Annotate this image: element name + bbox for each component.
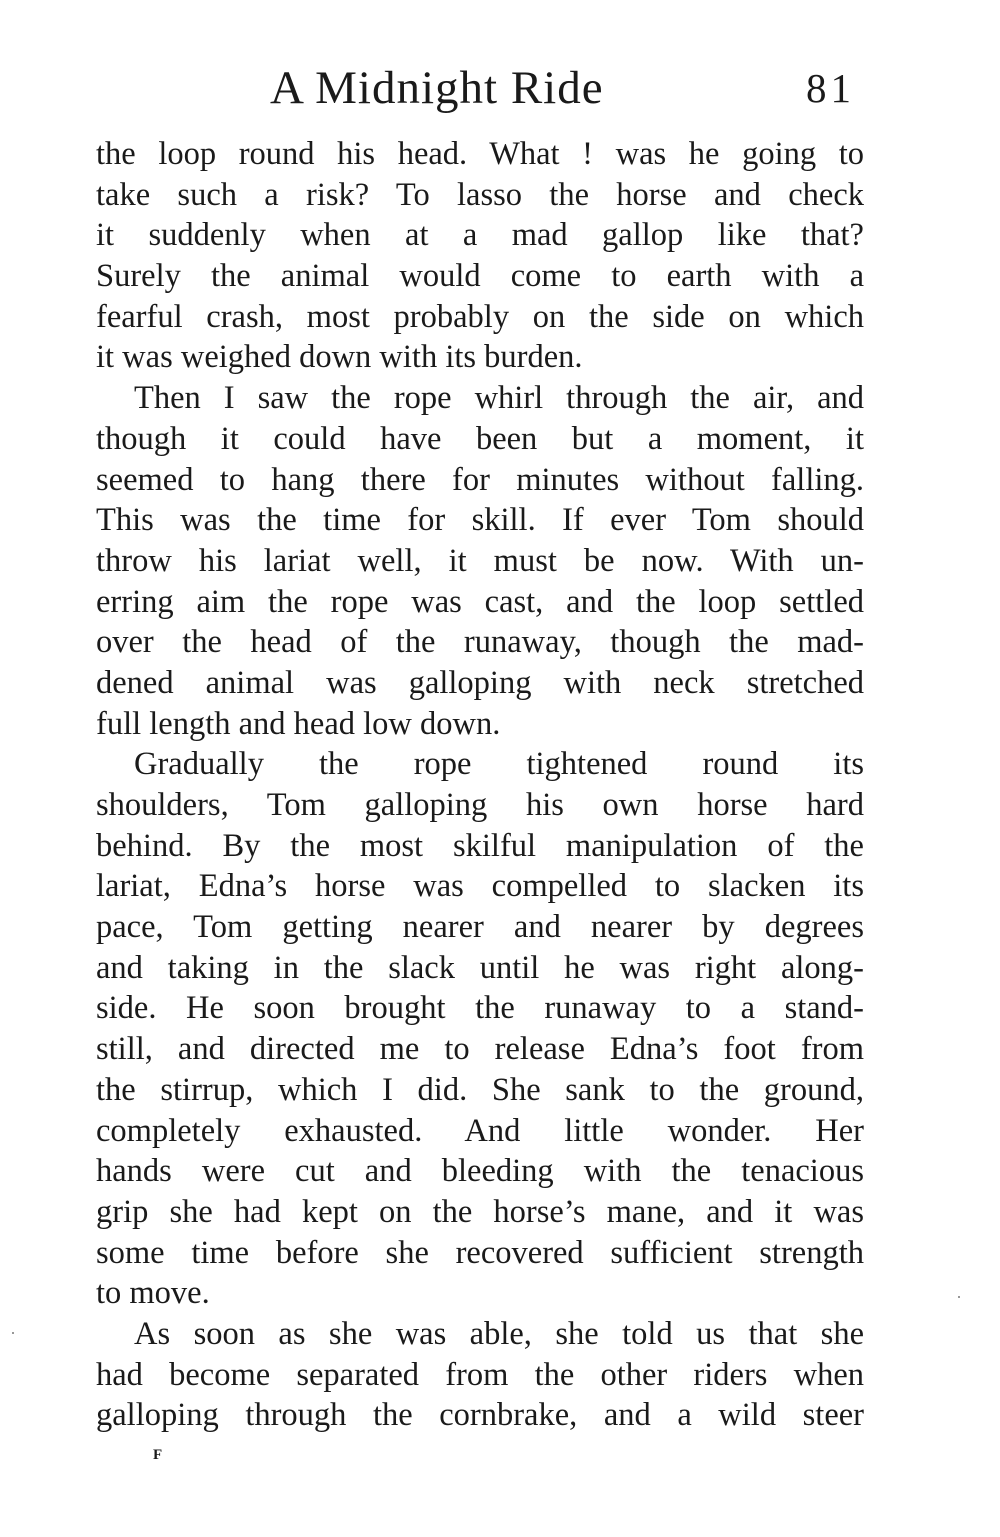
text-line: Then I saw the rope whirl through the air, and <box>134 380 864 417</box>
chapter-title: A Midnight Ride <box>270 62 604 114</box>
page-number: 81 <box>806 65 855 111</box>
text-line: This was the time for skill. If ever Tom should <box>96 502 864 539</box>
text-line: the stirrup, which I did. She sank to the ground, <box>96 1071 864 1108</box>
signature-mark: F <box>153 1447 163 1463</box>
text-line: and taking in the slack until he was right along- <box>96 949 864 986</box>
text-line: the loop round his head. What ! was he going to <box>96 136 864 172</box>
text-line: it was weighed down with its burden. <box>96 339 583 376</box>
running-head <box>0 58 1000 118</box>
text-line: shoulders, Tom galloping his own horse hard <box>96 787 864 823</box>
text-line: side. He soon brought the runaway to a stand- <box>96 990 864 1027</box>
text-line: grip she had kept on the horse’s mane, and it was <box>96 1193 864 1230</box>
text-line: As soon as she was able, she told us that she <box>134 1315 864 1352</box>
text-line: hands were cut and bleeding with the tenacious <box>96 1153 864 1190</box>
text-line: some time before she recovered sufficient strength <box>96 1234 864 1271</box>
text-line: fearful crash, most probably on the side on which <box>96 298 864 335</box>
text-line: take such a risk? To lasso the horse and check <box>96 176 864 213</box>
body-text <box>96 134 864 1436</box>
text-line: throw his lariat well, it must be now. With un- <box>96 542 864 579</box>
text-line: erring aim the rope was cast, and the loop settled <box>96 583 864 620</box>
text-line: still, and directed me to release Edna’s foot from <box>96 1031 864 1068</box>
text-line: full length and head low down. <box>96 705 501 742</box>
text-line: lariat, Edna’s horse was compelled to slacken its <box>96 868 864 905</box>
text-line: had become separated from the other riders when <box>96 1356 864 1393</box>
text-line: over the head of the runaway, though the mad- <box>96 624 864 661</box>
text-line: pace, Tom getting nearer and nearer by degrees <box>96 909 864 946</box>
text-line: Gradually the rope tightened round its <box>134 746 864 783</box>
text-line: dened animal was galloping with neck stretched <box>96 664 864 701</box>
text-line: Surely the animal would come to earth with a <box>96 258 864 295</box>
text-line: to move. <box>96 1275 210 1312</box>
text-line: though it could have been but a moment, it <box>96 420 864 457</box>
text-line: completely exhausted. And little wonder. Her <box>96 1112 864 1149</box>
paper-speck <box>12 1332 14 1334</box>
text-line: seemed to hang there for minutes without falling. <box>96 461 864 498</box>
paper-speck <box>958 1296 960 1298</box>
text-line: it suddenly when at a mad gallop like that? <box>96 217 864 254</box>
text-line: galloping through the cornbrake, and a wild steer <box>96 1397 864 1434</box>
text-line: behind. By the most skilful manipulation of the <box>96 827 864 864</box>
